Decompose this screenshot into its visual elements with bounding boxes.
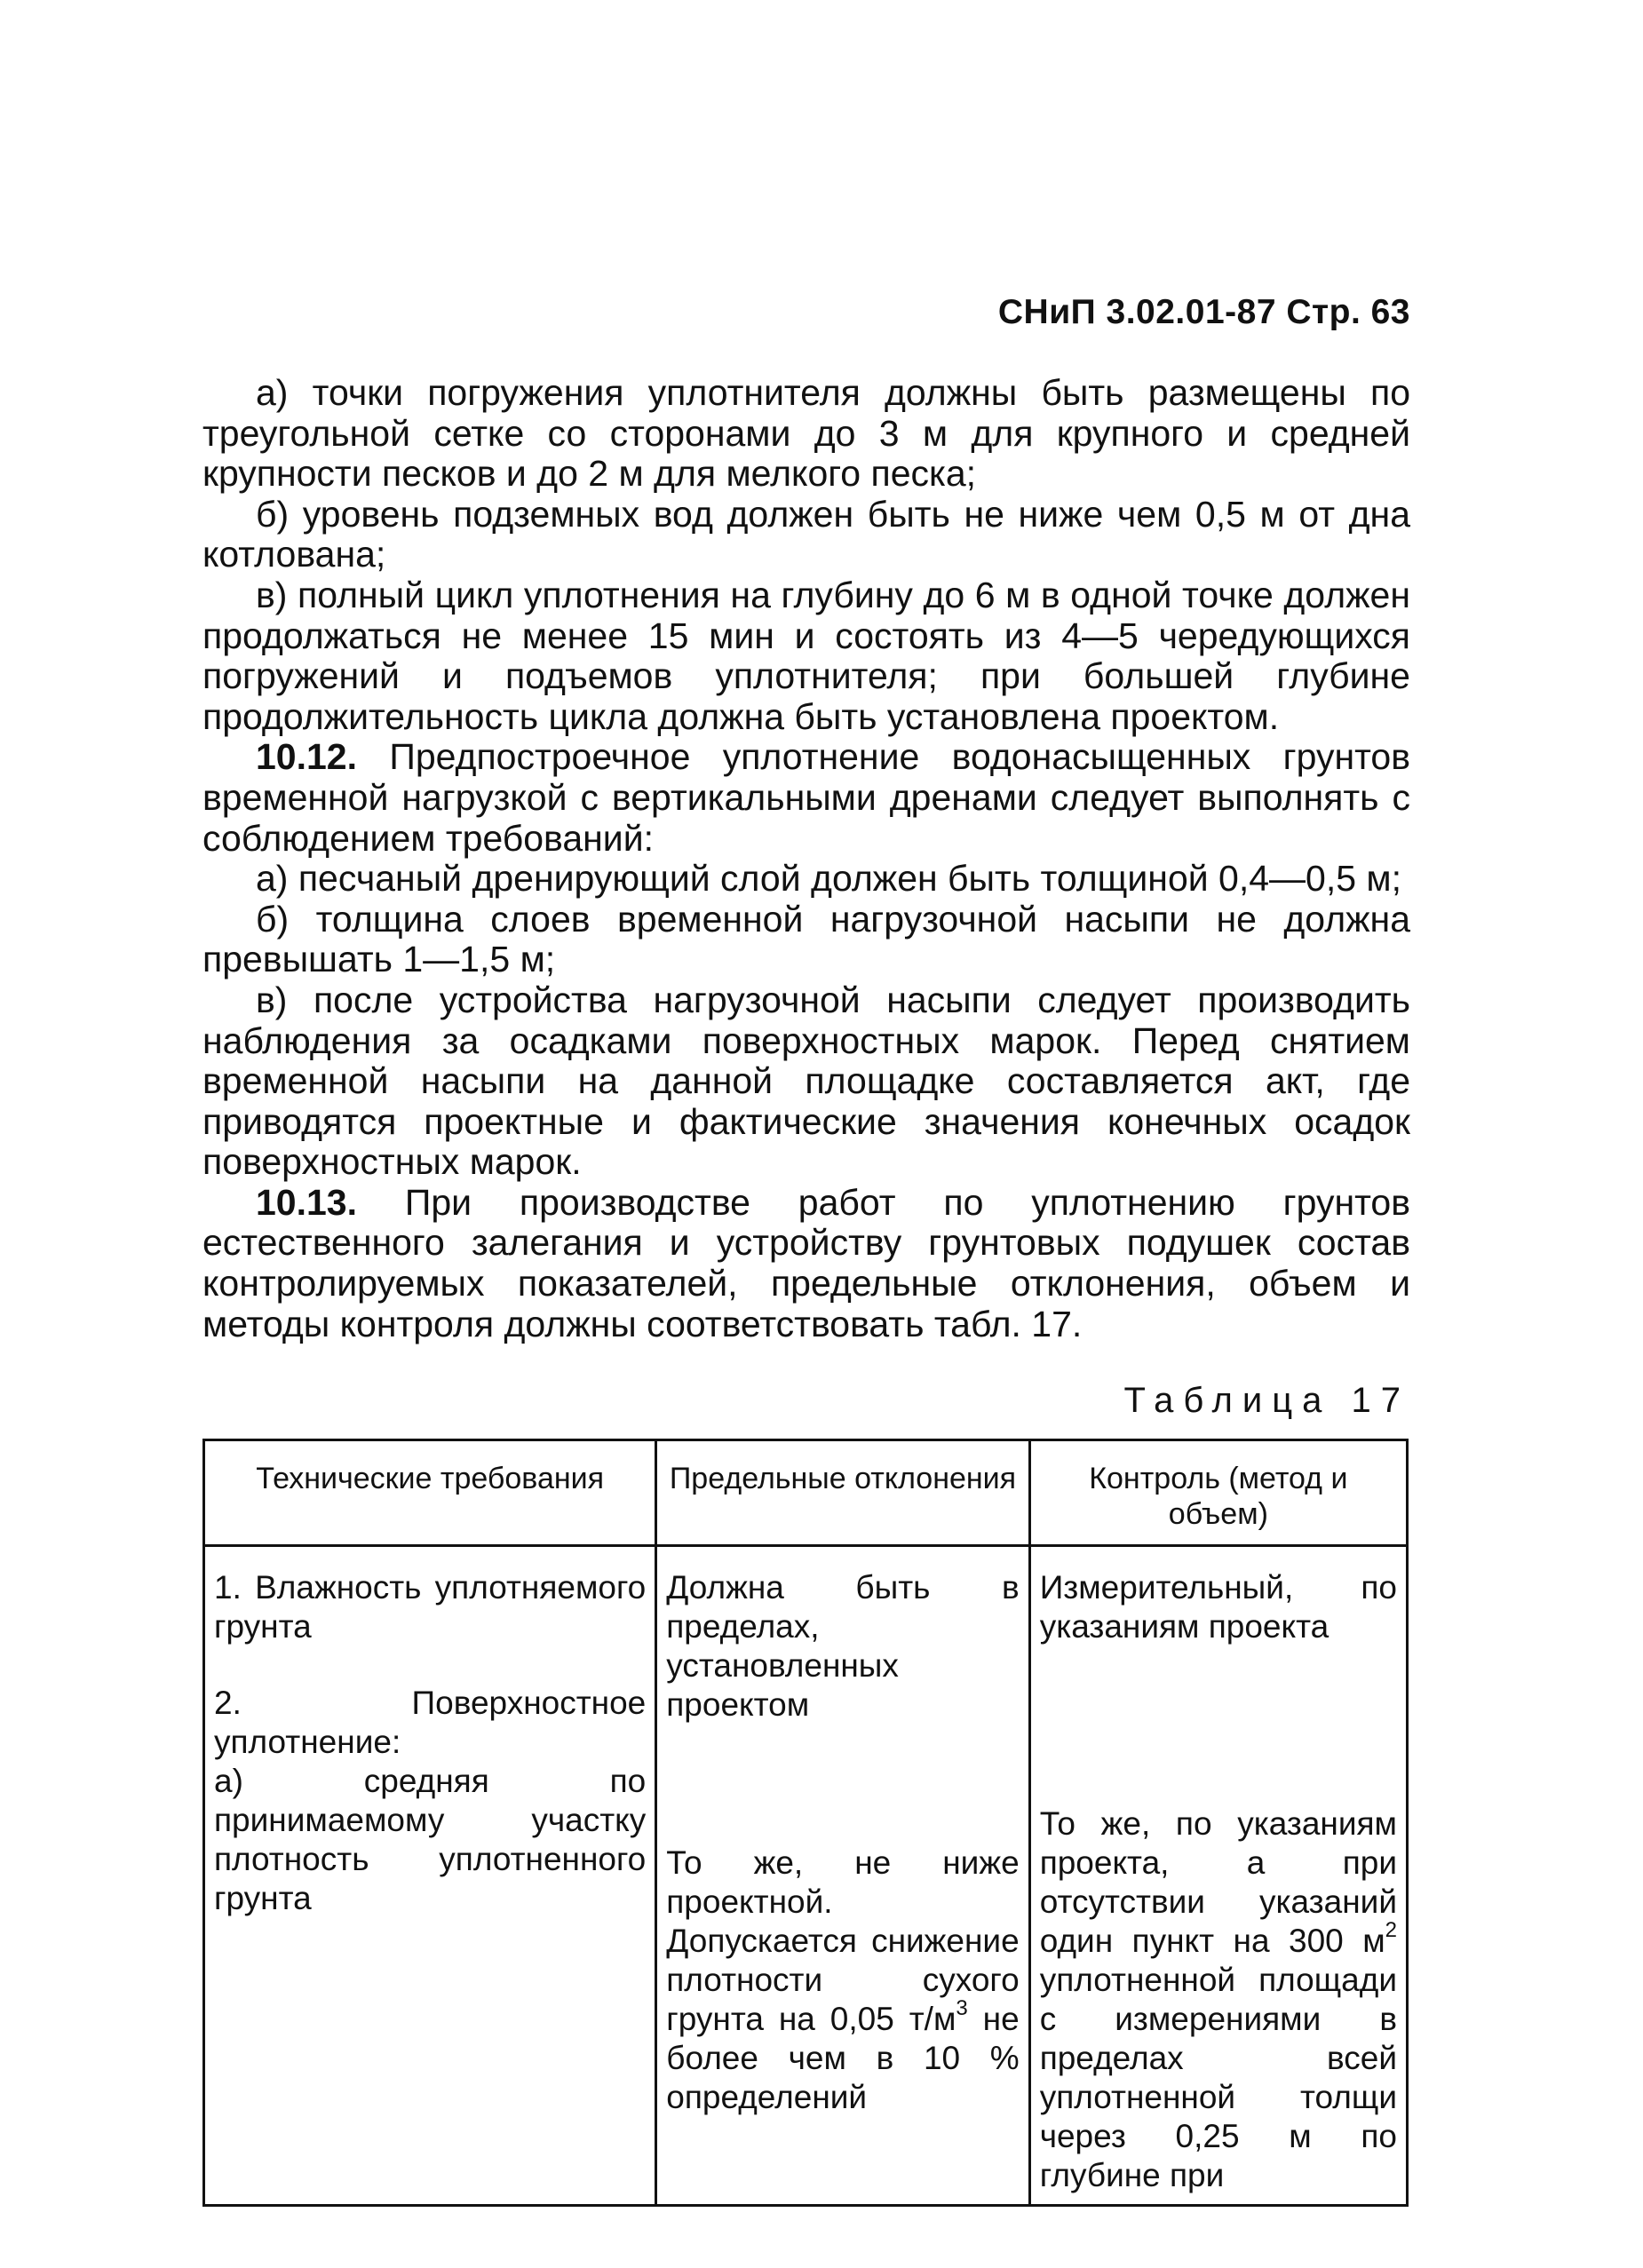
cell-text-part: уплотненной площади с измерениями в пределах всей уплотненной толщи через 0,25 м по глубине при <box>1039 1962 1397 2193</box>
column-header: Технические требования <box>204 1440 656 1546</box>
paragraph <box>202 1183 1410 1344</box>
cell-text: Должна быть в пределах, установленных проектом <box>666 1569 1020 1723</box>
table-row <box>204 1546 1408 2206</box>
paragraph-text: Предпостроечное уплотнение водонасыщенных грунтов временной нагрузкой с вертикальными дренами следует выполнять с соблюдением требований: <box>202 736 1410 859</box>
running-header: СНиП 3.02.01-87 Стр. 63 <box>997 293 1410 331</box>
cell-text-part: не более чем в 10 % определений <box>666 2001 1020 2115</box>
cell-text <box>666 1844 1019 2117</box>
paragraph-text: При производстве работ по уплотнению грунтов естественного залегания и устройству грунтовых подушек состав контролируемых показателей, предельные отклонения, объем и методы контроля должны соответствовать табл. 17. <box>202 1181 1410 1344</box>
paragraph-text: б) толщина слоев временной нагрузочной насыпи не должна превышать 1—1,5 м; <box>202 898 1410 980</box>
clause-number: 10.12. <box>256 736 357 778</box>
paragraph <box>202 495 1410 575</box>
paragraph <box>202 373 1410 495</box>
paragraph <box>202 980 1410 1183</box>
table-cell-requirements <box>204 1546 656 2206</box>
paragraph <box>202 900 1410 980</box>
table-header-row <box>204 1440 1408 1546</box>
table-caption: Таблица 17 <box>1123 1381 1410 1420</box>
paragraph <box>202 575 1410 737</box>
paragraph-text: в) после устройства нагрузочной насыпи следует производить наблюдения за осадками поверхностных марок. Перед снятием временной насыпи на данной площадке составляется акт, где приводятся проектные и фактические значения конечных осадок поверхностных марок. <box>202 979 1410 1183</box>
paragraph-text: а) точки погружения уплотнителя должны быть размещены по треугольной сетке со сторонами до 3 м для крупного и средней крупности песков и до 2 м для мелкого песка; <box>202 372 1410 495</box>
paragraph-text: б) уровень подземных вод должен быть не ниже чем 0,5 м от дна котлована; <box>202 493 1410 575</box>
table-17 <box>202 1439 1409 2207</box>
cell-text-part: То же, по указаниям проекта, а при отсутствии указаний один пункт на 300 м <box>1039 1805 1397 1959</box>
table-cell-tolerances <box>656 1546 1029 2206</box>
superscript: 3 <box>956 1995 968 2020</box>
table-cell-control <box>1029 1546 1407 2206</box>
cell-text: а) средняя по принимаемому участку плотность уплотненного грунта <box>214 1763 647 1916</box>
paragraph-text: в) полный цикл уплотнения на глубину до 6 м в одной точке должен продолжаться не менее 15 мин и состоять из 4—5 чередующихся погружений и подъемов уплотнителя; при большей глубине продолжительность цикла должна быть установлена проектом. <box>202 574 1410 737</box>
paragraph <box>202 737 1410 859</box>
paragraph-text: а) песчаный дренирующий слой должен быть толщиной 0,4—0,5 м; <box>256 858 1401 900</box>
body-text <box>202 373 1410 1344</box>
cell-text-part: То же, не ниже проектной. Допускается снижение плотности сухого грунта на 0,05 т/м <box>666 1844 1020 2037</box>
cell-text: 2. Поверхностное уплотнение: <box>214 1685 647 1760</box>
cell-text <box>1040 1804 1397 2195</box>
superscript: 2 <box>1385 1917 1397 1942</box>
paragraph <box>202 859 1410 900</box>
cell-text: Измерительный, по указаниям проекта <box>1039 1569 1397 1645</box>
clause-number: 10.13. <box>256 1181 357 1223</box>
column-header: Контроль (метод и объем) <box>1029 1440 1407 1546</box>
cell-text: 1. Влажность уплотняемого грунта <box>214 1569 647 1645</box>
column-header: Предельные отклонения <box>656 1440 1029 1546</box>
